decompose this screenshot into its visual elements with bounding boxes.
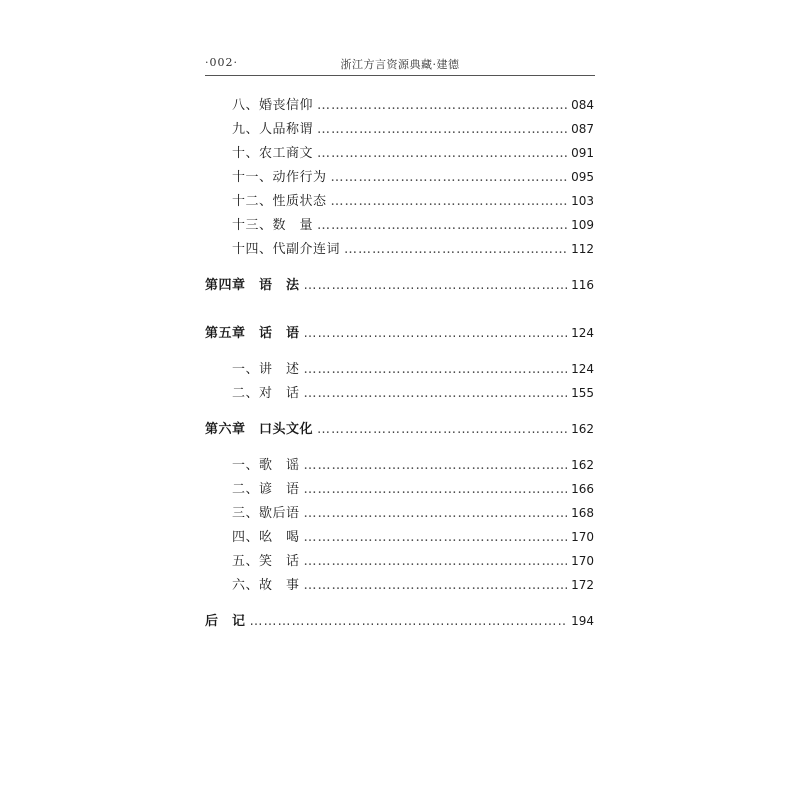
toc-leader-dots: [304, 553, 568, 571]
toc-entry-label: 十二、性质状态: [232, 194, 327, 209]
running-header: [205, 56, 595, 76]
toc-entry-page: 168: [571, 506, 594, 520]
toc-leader-dots: [304, 457, 568, 475]
toc-entry-label: 十一、动作行为: [232, 170, 327, 185]
toc-entry-page: 162: [571, 458, 594, 472]
toc-entry[interactable]: [232, 216, 594, 234]
toc-chapter-entry[interactable]: [205, 324, 594, 342]
toc-entry-label: 十三、数 量: [232, 218, 314, 233]
toc-chapter-label: 第五章 话 语: [205, 326, 300, 341]
toc-entry-page: 103: [571, 194, 594, 208]
toc-entry-label: 十、农工商文: [232, 146, 314, 161]
toc-entry-label: 一、歌 谣: [232, 458, 300, 473]
toc-chapter-entry[interactable]: [205, 420, 594, 438]
toc-entry-page: 112: [571, 242, 594, 256]
toc-entry-label: 二、对 话: [232, 386, 300, 401]
toc-leader-dots: [317, 121, 567, 139]
toc-leader-dots: [331, 193, 568, 211]
toc-leader-dots: [304, 577, 568, 595]
toc-chapter-label: 后 记: [205, 614, 246, 629]
toc-leader-dots: [344, 241, 567, 259]
toc-entry[interactable]: [232, 144, 594, 162]
toc-entry[interactable]: [232, 504, 594, 522]
toc-entry[interactable]: [232, 456, 594, 474]
toc-chapter-entry[interactable]: [205, 612, 594, 630]
toc-leader-dots: [317, 421, 567, 439]
toc-leader-dots: [304, 361, 568, 379]
toc-entry-label: 八、婚丧信仰: [232, 98, 314, 113]
toc-entry-page: 095: [571, 170, 594, 184]
toc-entry-label: 五、笑 话: [232, 554, 300, 569]
toc-entry[interactable]: [232, 360, 594, 378]
toc-leader-dots: [317, 97, 567, 115]
toc-entry-label: 九、人品称谓: [232, 122, 314, 137]
toc-entry-page: 170: [571, 554, 594, 568]
toc-leader-dots: [304, 505, 568, 523]
toc-entry-page: 124: [571, 326, 594, 340]
toc-entry-label: 三、歇后语: [232, 506, 300, 521]
toc-leader-dots: [331, 169, 568, 187]
toc-entry[interactable]: [232, 480, 594, 498]
toc-entry-page: 109: [571, 218, 594, 232]
toc-entry-page: 194: [571, 614, 594, 628]
toc-entry[interactable]: [232, 528, 594, 546]
toc-leader-dots: [304, 385, 568, 403]
book-title: 浙江方言资源典藏·建德: [340, 58, 460, 71]
toc-entry[interactable]: [232, 384, 594, 402]
toc-chapter-label: 第六章 口头文化: [205, 422, 314, 437]
toc-chapter-entry[interactable]: [205, 276, 594, 294]
toc-entry[interactable]: [232, 168, 594, 186]
toc-leader-dots: [250, 613, 568, 631]
toc-chapter-label: 第四章 语 法: [205, 278, 300, 293]
toc-entry-page: 124: [571, 362, 594, 376]
toc-entry-page: 084: [571, 98, 594, 112]
toc-entry-label: 四、吆 喝: [232, 530, 300, 545]
toc-entry-page: 155: [571, 386, 594, 400]
toc-leader-dots: [304, 481, 568, 499]
toc-entry-label: 六、故 事: [232, 578, 300, 593]
toc-entry-page: 166: [571, 482, 594, 496]
toc-entry-label: 一、讲 述: [232, 362, 300, 377]
toc-entry[interactable]: [232, 192, 594, 210]
toc-entry-page: 091: [571, 146, 594, 160]
header-rule: [205, 75, 595, 76]
toc-entry-label: 二、谚 语: [232, 482, 300, 497]
toc-leader-dots: [304, 325, 568, 343]
toc-entry[interactable]: [232, 240, 594, 258]
toc-leader-dots: [317, 217, 567, 235]
toc-entry[interactable]: [232, 96, 594, 114]
toc-entry-page: 170: [571, 530, 594, 544]
toc-entry-page: 087: [571, 122, 594, 136]
toc-entry-label: 十四、代副介连词: [232, 242, 341, 257]
toc-leader-dots: [304, 529, 568, 547]
toc-entry[interactable]: [232, 552, 594, 570]
toc-entry[interactable]: [232, 120, 594, 138]
page-number-marker: ·002·: [205, 56, 238, 69]
toc-entry-page: 172: [571, 578, 594, 592]
toc-entry-page: 116: [571, 278, 594, 292]
toc-leader-dots: [317, 145, 567, 163]
toc-entry-page: 162: [571, 422, 594, 436]
toc-entry[interactable]: [232, 576, 594, 594]
toc-leader-dots: [304, 277, 568, 295]
